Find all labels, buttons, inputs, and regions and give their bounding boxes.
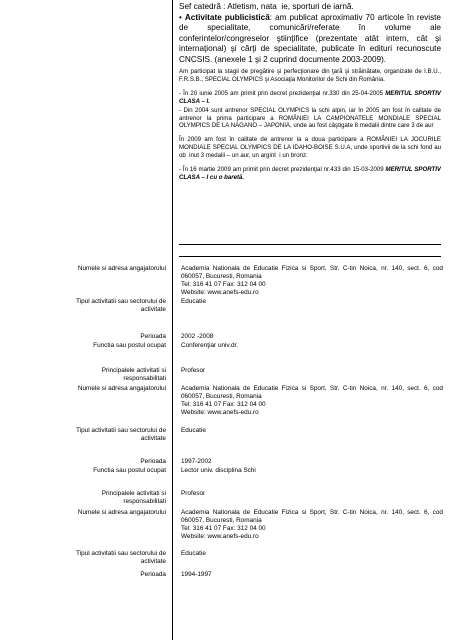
employer-website: Website: www.anefs-edu.ro: [181, 289, 259, 297]
function-label: Functia sau postul ocupat: [93, 342, 166, 349]
period-label: Perioada: [140, 333, 166, 340]
decret-2009-paragraph: [179, 166, 441, 182]
antrenor-paragraph: - Din 2004 sunt antrenor SPECIAL OLYMPICS la schi alpin, iar în 2005 am fost în calitate de antrenor la prima participare a ROMÂNIEI LA CAMPIONATELE MONDIALE SPECIAL OLYMPICS DE LA NAGANO – JAPONIA, unde au fost câştigate 8 medalii dintre care 3 de aur: [179, 106, 441, 130]
employer-address-line2: 060057, Bucuresti, Romania: [181, 273, 262, 281]
sector-value: Educatie: [181, 550, 206, 557]
period-label: Perioada: [140, 458, 166, 465]
employer-address-line1: Academia Nationala de Educatie Fizica si Sport, Str. C-tin Noica, nr. 140, sect. 6, cod: [181, 265, 443, 272]
period-label: Perioada: [140, 571, 166, 578]
activities-label: Principalele activitati si responsabilitati: [101, 367, 166, 382]
sector-value: Educatie: [181, 298, 206, 305]
section-separator-box: [179, 244, 441, 257]
employer-value: [181, 385, 443, 417]
employer-address-line1: Academia Nationala de Educatie Fizica si Sport, Str. C-tin Noica, nr. 140, sect. 6, cod: [181, 509, 443, 516]
decret-2005-text: - În 20 iunie 2005 am primit prin decret prezidenţial nr.330 din 25-04-2005: [179, 89, 386, 97]
bullet: •: [179, 12, 182, 22]
employer-value: [181, 265, 443, 297]
publicistica-paragraph: [179, 13, 441, 66]
period-value: 2002 -2008: [181, 333, 214, 340]
period-value: 1994-1997: [181, 571, 212, 578]
employer-label: Numele si adresa angajatorului: [77, 509, 166, 516]
sector-value: Educatie: [181, 427, 206, 434]
decret-2009-title: MERITUL SPORTIV CLASA – I cu o baretă.: [179, 166, 441, 181]
activities-value: Profesor: [181, 367, 206, 374]
participare-2009-paragraph: În 2009 am fost în calitate de antrenor la a doua participare a ROMÂNIEI LA JOCURILE MONDIALE SPECIAL OLYMPICS DE LA IDAHO-BOISE S.U.A, unde sportivii de la schi fond au ob inut 3 medalii – un aur, un argint i un bronz.: [179, 136, 441, 160]
pregatire-paragraph: Am participat la stagii de pregătire şi perfecţionare din ţară şi străinătate, organizate de I.B.U., F.R.S.B., SPECIAL OLYMPICS şi Asociaţia Monitorilor de Schi din România.: [179, 68, 441, 83]
function-value: Conferenţiar univ.dr.: [181, 342, 239, 349]
employer-label: Numele si adresa angajatorului: [77, 265, 166, 272]
employer-label: Numele si adresa angajatorului: [77, 385, 166, 392]
employer-value: [181, 509, 443, 541]
sector-label: Tipul activitatii sau sectorului de activitate: [76, 298, 166, 313]
employer-address-line2: 060057, Bucuresti, Romania: [181, 393, 262, 401]
sector-label: Tipul activitatii sau sectorului de activitate: [76, 427, 166, 442]
publicistica-title: Activitate publicistică: [184, 12, 270, 22]
decret-2005-paragraph: [179, 90, 441, 106]
publicistica-text: : am publicat aproximativ 70 articole în reviste de specialitate, comunicări/referate în volume ale conferintelor/congreselor ştiinţifice (prezentate atât intern, cât şi internaţional) şi cărţi de specialitate, publicate în edituri recunoscute CNCSIS. (anexele 1 şi 2 cuprind documente 2003-2009).: [179, 12, 441, 64]
period-value: 1997-2002: [181, 458, 212, 465]
employer-website: Website: www.anefs-edu.ro: [181, 409, 259, 417]
employer-website: Website: www.anefs-edu.ro: [181, 533, 259, 541]
employer-phone: Tel: 316 41 07 Fax: 312 04 00: [181, 281, 266, 289]
decret-2009-text: - În 16 martie 2009 am primit prin decret prezidenţial nr.433 din 15-03-2009: [179, 166, 386, 174]
activity-description: [179, 2, 441, 182]
sector-label: Tipul activitatii sau sectorului de activitate: [76, 550, 166, 565]
employer-phone: Tel: 316 41 07 Fax: 312 04 00: [181, 401, 266, 409]
sef-catedra-line: Sef catedră : Atletism, nata ie, sporturi de iarnă.: [179, 2, 354, 11]
function-label: Functia sau postul ocupat: [93, 467, 166, 474]
employer-phone: Tel: 316 41 07 Fax: 312 04 00: [181, 525, 266, 533]
employer-address-line1: Academia Nationala de Educatie Fizica si Sport, Str. C-tin Noica, nr. 140, sect. 6, cod: [181, 385, 443, 392]
activities-value: Profesor: [181, 490, 206, 497]
employer-address-line2: 060057, Bucuresti, Romania: [181, 517, 262, 525]
column-divider: [172, 0, 173, 640]
function-value: Lector univ. disciplina Schi: [181, 467, 256, 474]
activities-label: Principalele activitati si responsabilitati: [101, 490, 166, 505]
decret-2005-title: MERITUL SPORTIV CLASA – I.: [179, 89, 441, 105]
